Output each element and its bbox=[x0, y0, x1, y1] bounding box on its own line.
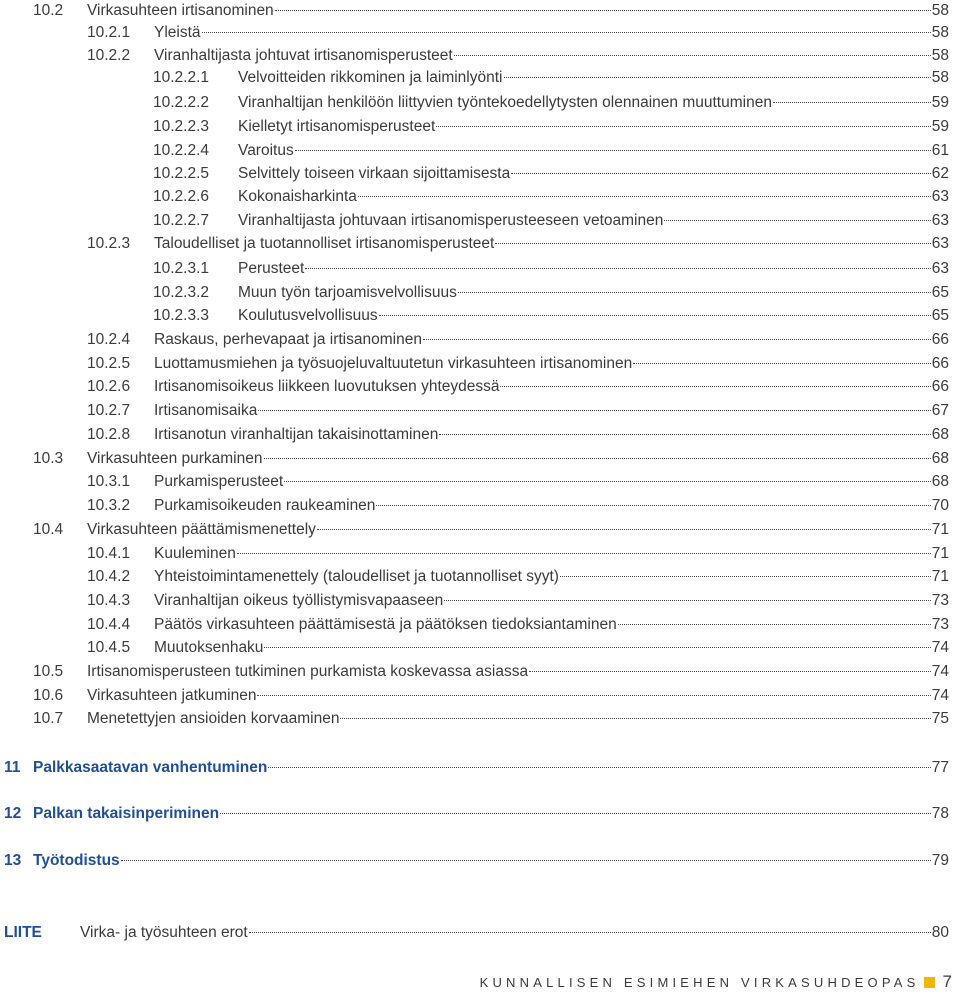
dot-leader bbox=[379, 315, 931, 316]
dot-leader bbox=[664, 220, 930, 221]
toc-entry[interactable] bbox=[33, 448, 949, 470]
accent-square-icon bbox=[924, 977, 935, 988]
dot-leader bbox=[423, 339, 931, 340]
toc-entry-title: Purkamisoikeuden raukeaminen bbox=[154, 497, 376, 514]
toc-entry-title: Purkamisperusteet bbox=[154, 473, 284, 490]
toc-entry-title: Kuuleminen bbox=[154, 545, 236, 562]
toc-entry-title: Muutoksenhaku bbox=[154, 639, 264, 656]
dot-leader bbox=[439, 434, 930, 435]
toc-entry-number: 10.2.6 bbox=[87, 378, 131, 395]
toc-entry-page: 63 bbox=[931, 235, 949, 252]
toc-entry-page: 58 bbox=[931, 69, 949, 86]
toc-entry-number: 10.2.2.3 bbox=[153, 118, 210, 135]
toc-entry-title: Viranhaltijan henkilöön liittyvien työntekoedellytysten olennainen muuttuminen bbox=[238, 94, 772, 111]
toc-entry-number: 10.4.3 bbox=[87, 592, 131, 609]
toc-entry-page: 67 bbox=[931, 402, 949, 419]
toc-entry[interactable] bbox=[87, 614, 949, 636]
toc-entry[interactable] bbox=[33, 661, 949, 683]
toc-entry[interactable] bbox=[87, 424, 949, 446]
page-number: 7 bbox=[942, 972, 952, 991]
toc-entry-page: 66 bbox=[931, 355, 949, 372]
dot-leader bbox=[358, 196, 931, 197]
dot-leader bbox=[444, 600, 931, 601]
dot-leader bbox=[202, 32, 931, 33]
toc-entry-title: Viranhaltijasta johtuvaan irtisanomisperusteeseen vetoaminen bbox=[238, 212, 664, 229]
toc-entry-number: 10.2.5 bbox=[87, 355, 131, 372]
toc-chapter-page: 78 bbox=[931, 805, 949, 822]
toc-entry[interactable] bbox=[153, 92, 949, 114]
toc-entry-page: 63 bbox=[931, 212, 949, 229]
dot-leader bbox=[258, 410, 930, 411]
toc-entry-title: Irtisanomisperusteen tutkiminen purkamista koskevassa asiassa bbox=[87, 663, 529, 680]
dot-leader bbox=[618, 624, 931, 625]
toc-entry-title: Muun työn tarjoamisvelvollisuus bbox=[238, 284, 457, 301]
toc-entry-title: Yhteistoimintamenettely (taloudelliset ja tuotannolliset syyt) bbox=[154, 568, 559, 585]
toc-entry-number: 10.2.3.1 bbox=[153, 260, 210, 277]
toc-entry-page: 71 bbox=[931, 545, 949, 562]
toc-entry-page: 65 bbox=[931, 307, 949, 324]
toc-entry-number: 10.4.4 bbox=[87, 616, 131, 633]
toc-entry[interactable] bbox=[87, 400, 949, 422]
toc-entry[interactable] bbox=[153, 163, 949, 185]
toc-entry-page: 58 bbox=[931, 47, 949, 64]
toc-entry-title: Kokonaisharkinta bbox=[238, 188, 357, 205]
toc-entry-title: Kielletyt irtisanomisperusteet bbox=[238, 118, 436, 135]
toc-entry-number: 10.2 bbox=[33, 2, 64, 19]
toc-entry-page: 73 bbox=[931, 616, 949, 633]
dot-leader bbox=[305, 268, 930, 269]
toc-entry-title: Virkasuhteen päättämismenettely bbox=[87, 521, 316, 538]
toc-entry-title: Irtisanotun viranhaltijan takaisinottaminen bbox=[154, 426, 439, 443]
toc-entry-number: 10.2.2.7 bbox=[153, 212, 210, 229]
dot-leader bbox=[220, 813, 931, 814]
toc-entry-page: 68 bbox=[931, 473, 949, 490]
page-footer bbox=[480, 972, 952, 992]
dot-leader bbox=[340, 718, 930, 719]
toc-entry[interactable] bbox=[33, 519, 949, 541]
toc-chapter[interactable] bbox=[4, 757, 949, 779]
dot-leader bbox=[560, 576, 931, 577]
toc-entry-number: 10.2.3.3 bbox=[153, 307, 210, 324]
toc-entry[interactable] bbox=[87, 590, 949, 612]
dot-leader bbox=[264, 458, 931, 459]
toc-entry[interactable] bbox=[87, 353, 949, 375]
dot-leader bbox=[504, 77, 931, 78]
toc-entry[interactable] bbox=[33, 685, 949, 707]
toc-entry[interactable] bbox=[87, 637, 949, 659]
toc-entry[interactable] bbox=[87, 233, 949, 255]
toc-entry[interactable] bbox=[87, 45, 949, 67]
toc-chapter-title: Palkkasaatavan vanhentuminen bbox=[33, 759, 268, 776]
toc-entry-page: 68 bbox=[931, 450, 949, 467]
dot-leader bbox=[495, 243, 930, 244]
toc-entry[interactable] bbox=[153, 258, 949, 280]
toc-entry-title: Varoitus bbox=[238, 142, 294, 159]
toc-entry-title: Viranhaltijasta johtuvat irtisanomisperusteet bbox=[154, 47, 453, 64]
dot-leader bbox=[376, 505, 930, 506]
toc-chapter-title: Työtodistus bbox=[33, 852, 120, 869]
toc-entry-number: 10.2.8 bbox=[87, 426, 131, 443]
toc-entry-title: Perusteet bbox=[238, 260, 305, 277]
dot-leader bbox=[633, 363, 931, 364]
toc-chapter-number: 13 bbox=[4, 852, 22, 869]
toc-chapter-page: 77 bbox=[931, 759, 949, 776]
toc-entry-number: 10.7 bbox=[33, 710, 64, 727]
toc-entry[interactable] bbox=[87, 329, 949, 351]
toc-entry-page: 58 bbox=[931, 24, 949, 41]
toc-entry-title: Koulutusvelvollisuus bbox=[238, 307, 378, 324]
toc-chapter-number: 12 bbox=[4, 805, 22, 822]
toc-entry-page: 66 bbox=[931, 331, 949, 348]
toc-entry-page: 70 bbox=[931, 497, 949, 514]
toc-entry-title: Taloudelliset ja tuotannolliset irtisanomisperusteet bbox=[154, 235, 495, 252]
dot-leader bbox=[454, 55, 931, 56]
toc-entry-page: 74 bbox=[931, 687, 949, 704]
toc-appendix-page: 80 bbox=[931, 924, 949, 941]
toc-entry-number: 10.2.2.5 bbox=[153, 165, 210, 182]
toc-entry[interactable] bbox=[87, 471, 949, 493]
dot-leader bbox=[268, 767, 930, 768]
toc-entry-number: 10.6 bbox=[33, 687, 64, 704]
toc-entry[interactable] bbox=[153, 186, 949, 208]
toc-chapter-page: 79 bbox=[931, 852, 949, 869]
toc-entry-number: 10.2.1 bbox=[87, 24, 131, 41]
toc-entry-number: 10.3 bbox=[33, 450, 64, 467]
toc-chapter-title: Palkan takaisinperiminen bbox=[33, 805, 220, 822]
toc-entry-page: 58 bbox=[931, 2, 949, 19]
toc-entry-page: 59 bbox=[931, 94, 949, 111]
toc-entry-page: 71 bbox=[931, 568, 949, 585]
dot-leader bbox=[275, 10, 931, 11]
toc-entry[interactable] bbox=[87, 566, 949, 588]
toc-entry-number: 10.2.2 bbox=[87, 47, 131, 64]
dot-leader bbox=[295, 150, 931, 151]
dot-leader bbox=[436, 126, 930, 127]
toc-entry-page: 66 bbox=[931, 378, 949, 395]
toc-entry-number: 10.5 bbox=[33, 663, 64, 680]
dot-leader bbox=[529, 671, 931, 672]
toc-entry-title: Luottamusmiehen ja työsuojeluvaltuutetun virkasuhteen irtisanominen bbox=[154, 355, 633, 372]
toc-entry-title: Virkasuhteen irtisanominen bbox=[87, 2, 274, 19]
toc-entry-page: 61 bbox=[931, 142, 949, 159]
toc-chapter[interactable] bbox=[4, 803, 949, 825]
dot-leader bbox=[284, 481, 931, 482]
toc-entry[interactable] bbox=[87, 543, 949, 565]
toc-chapter[interactable] bbox=[4, 850, 949, 872]
toc-entry-title: Virkasuhteen purkaminen bbox=[87, 450, 263, 467]
toc-entry-title: Velvoitteiden rikkominen ja laiminlyönti bbox=[238, 69, 503, 86]
toc-entry-title: Viranhaltijan oikeus työllistymisvapaaseen bbox=[154, 592, 444, 609]
toc-entry-page: 75 bbox=[931, 710, 949, 727]
toc-entry-number: 10.3.1 bbox=[87, 473, 131, 490]
toc-entry-page: 68 bbox=[931, 426, 949, 443]
toc-entry[interactable] bbox=[33, 0, 949, 22]
toc-entry-page: 74 bbox=[931, 663, 949, 680]
toc-entry[interactable] bbox=[153, 282, 949, 304]
toc-entry-number: 10.4.5 bbox=[87, 639, 131, 656]
dot-leader bbox=[264, 647, 930, 648]
toc-entry[interactable] bbox=[87, 495, 949, 517]
toc-entry-title: Raskaus, perhevapaat ja irtisanominen bbox=[154, 331, 422, 348]
toc-entry-page: 63 bbox=[931, 188, 949, 205]
toc-entry-page: 73 bbox=[931, 592, 949, 609]
book-title: KUNNALLISEN ESIMIEHEN VIRKASUHDEOPAS bbox=[479, 974, 920, 990]
toc-entry-number: 10.3.2 bbox=[87, 497, 131, 514]
dot-leader bbox=[121, 860, 931, 861]
toc-entry-page: 65 bbox=[931, 284, 949, 301]
toc-appendix-label: LIITE bbox=[4, 924, 42, 941]
toc-entry-page: 63 bbox=[931, 260, 949, 277]
dot-leader bbox=[500, 386, 930, 387]
toc-entry[interactable] bbox=[153, 305, 949, 327]
toc-entry[interactable] bbox=[87, 376, 949, 398]
toc-entry[interactable] bbox=[33, 708, 949, 730]
toc-entry-number: 10.2.2.4 bbox=[153, 142, 210, 159]
dot-leader bbox=[773, 102, 931, 103]
toc-entry-number: 10.2.7 bbox=[87, 402, 131, 419]
toc-entry-number: 10.2.4 bbox=[87, 331, 131, 348]
toc-entry[interactable] bbox=[153, 67, 949, 89]
toc-entry-title: Päätös virkasuhteen päättämisestä ja päätöksen tiedoksiantaminen bbox=[154, 616, 617, 633]
toc-entry-number: 10.2.2.1 bbox=[153, 69, 210, 86]
toc-appendix-title: Virka- ja työsuhteen erot bbox=[80, 924, 248, 941]
toc-entry-title: Irtisanomisoikeus liikkeen luovutuksen yhteydessä bbox=[154, 378, 500, 395]
toc-entry-title: Irtisanomisaika bbox=[154, 402, 258, 419]
toc-entry[interactable] bbox=[153, 140, 949, 162]
toc-entry-number: 10.2.2.2 bbox=[153, 94, 210, 111]
toc-entry[interactable] bbox=[153, 116, 949, 138]
toc-entry-title: Virkasuhteen jatkuminen bbox=[87, 687, 257, 704]
dot-leader bbox=[458, 292, 931, 293]
toc-entry-page: 71 bbox=[931, 521, 949, 538]
toc-appendix[interactable] bbox=[4, 922, 949, 944]
toc-entry-title: Yleistä bbox=[154, 24, 201, 41]
toc-entry-number: 10.2.2.6 bbox=[153, 188, 210, 205]
toc-entry[interactable] bbox=[153, 210, 949, 232]
dot-leader bbox=[237, 553, 931, 554]
toc-entry-number: 10.2.3 bbox=[87, 235, 131, 252]
toc-entry-number: 10.4 bbox=[33, 521, 64, 538]
toc-entry-title: Selvittely toiseen virkaan sijoittamisesta bbox=[238, 165, 511, 182]
toc-entry-number: 10.4.1 bbox=[87, 545, 131, 562]
toc-chapter-number: 11 bbox=[4, 759, 21, 776]
toc-entry-page: 74 bbox=[931, 639, 949, 656]
toc-entry[interactable] bbox=[87, 22, 949, 44]
dot-leader bbox=[511, 173, 931, 174]
toc-entry-number: 10.2.3.2 bbox=[153, 284, 210, 301]
dot-leader bbox=[317, 529, 931, 530]
toc-entry-title: Menetettyjen ansioiden korvaaminen bbox=[87, 710, 340, 727]
dot-leader bbox=[249, 932, 931, 933]
toc-entry-page: 62 bbox=[931, 165, 949, 182]
toc-entry-number: 10.4.2 bbox=[87, 568, 131, 585]
dot-leader bbox=[257, 695, 930, 696]
toc-entry-page: 59 bbox=[931, 118, 949, 135]
